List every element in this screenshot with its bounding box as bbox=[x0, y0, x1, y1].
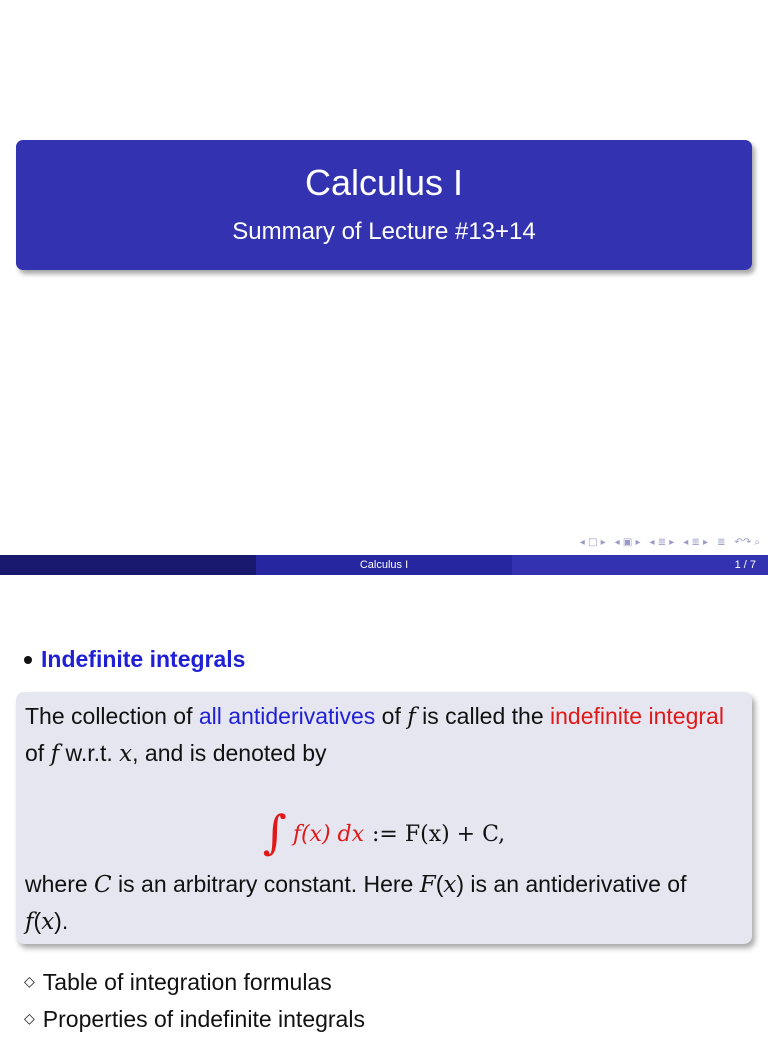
section-heading-text: Indefinite integrals bbox=[41, 646, 246, 672]
text-run: indefinite integral bbox=[550, 703, 724, 729]
beamer-navigation bbox=[580, 534, 760, 550]
nav-toc-icon[interactable]: ≣ bbox=[717, 536, 726, 548]
text-run: of bbox=[375, 703, 408, 729]
text-run: is an arbitrary constant. Here bbox=[111, 871, 420, 897]
nav-section-icon[interactable]: ◂ ≣ ▸ bbox=[649, 536, 675, 548]
nav-document-icon[interactable]: ◂ ≣ ▸ bbox=[683, 536, 709, 548]
section-heading bbox=[24, 646, 245, 673]
text-run: ) is an antiderivative of bbox=[456, 871, 687, 897]
text-run: C bbox=[94, 872, 112, 898]
footer-page-number: 1 / 7 bbox=[512, 555, 768, 575]
title-block bbox=[16, 140, 752, 270]
topic-list bbox=[24, 964, 365, 1038]
diamond-bullet-icon: ◇ bbox=[24, 974, 35, 990]
nav-frame-icon[interactable]: ◂ □ ▸ bbox=[579, 536, 606, 548]
bullet-icon bbox=[24, 656, 32, 664]
formula-integrand: f(x) dx bbox=[292, 821, 365, 847]
footer-title: Calculus I bbox=[256, 555, 512, 575]
text-run: is called the bbox=[415, 703, 551, 729]
formula-rest: := F(x) + C, bbox=[372, 821, 506, 847]
nav-search-icon[interactable]: ↶↷ ⌕ bbox=[734, 536, 760, 548]
diamond-bullet-icon: ◇ bbox=[24, 1011, 35, 1027]
definition-paragraph-2 bbox=[25, 866, 736, 940]
text-run: ( bbox=[33, 908, 42, 934]
slide-subtitle: Summary of Lecture #13+14 bbox=[232, 218, 536, 245]
content-slide bbox=[0, 576, 768, 1032]
text-run: x bbox=[443, 872, 457, 898]
nav-subsection-icon[interactable]: ◂ ▣ ▸ bbox=[614, 536, 641, 548]
text-run: f bbox=[407, 704, 416, 730]
text-run: of bbox=[25, 740, 51, 766]
text-run: The collection of bbox=[25, 703, 199, 729]
text-run: f bbox=[50, 741, 60, 767]
text-run: all antiderivatives bbox=[198, 703, 376, 729]
definition-block bbox=[16, 692, 752, 944]
integral-formula bbox=[16, 804, 752, 864]
definition-paragraph-1 bbox=[25, 698, 736, 772]
list-item-label: Table of integration formulas bbox=[42, 969, 332, 995]
text-run: where bbox=[25, 871, 95, 897]
footer-left-panel bbox=[0, 555, 256, 575]
list-item bbox=[24, 1001, 365, 1038]
slide-footer bbox=[0, 555, 768, 575]
text-run: w.r.t. bbox=[59, 740, 120, 766]
text-run: f bbox=[25, 909, 34, 935]
slide-title: Calculus I bbox=[304, 162, 464, 203]
list-item bbox=[24, 964, 365, 1001]
text-run: x bbox=[41, 909, 55, 935]
integral-sign: ∫ bbox=[262, 805, 287, 859]
text-run: ( bbox=[435, 871, 444, 897]
text-run: F bbox=[419, 872, 436, 898]
text-run: , and is denoted by bbox=[132, 740, 327, 766]
text-run: ). bbox=[54, 908, 69, 934]
list-item-label: Properties of indefinite integrals bbox=[42, 1006, 365, 1032]
text-run: x bbox=[119, 741, 133, 767]
